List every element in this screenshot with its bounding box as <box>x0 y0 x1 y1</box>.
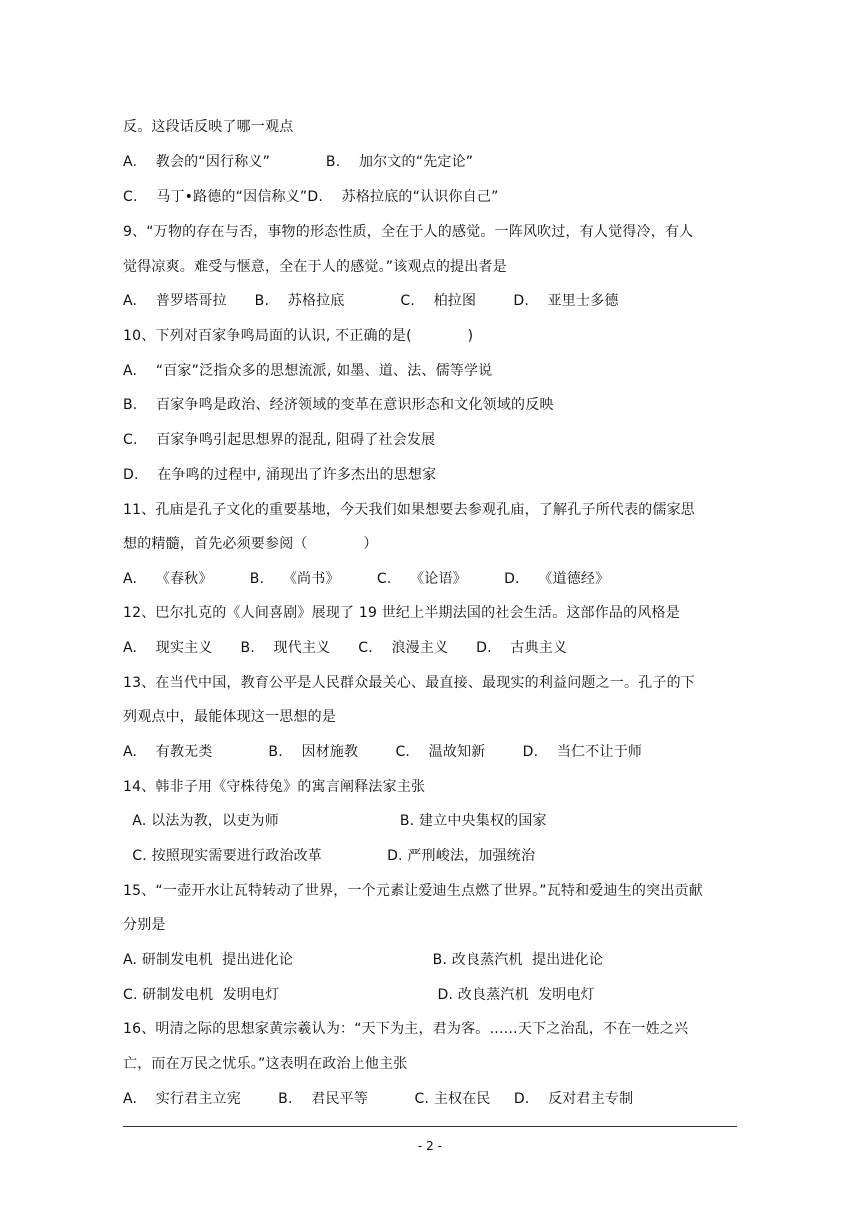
text-line: 亡，而在万民之忧乐。”这表明在政治上他主张 <box>123 1056 408 1072</box>
text-line: 13、在当代中国，教育公平是人民群众最关心、最直接、最现实的利益问题之一。孔子的下 <box>123 675 696 691</box>
text-line: 11、孔庙是孔子文化的重要基地，今天我们如果想要去参观孔庙，了解孔子所代表的儒家思 <box>123 502 696 518</box>
text-line: A. 研制发电机 提出进化论 B. 改良蒸汽机 提出进化论 <box>123 952 604 968</box>
text-line: A. “百家”泛指众多的思想流派, 如墨、道、法、儒等学说 <box>123 363 493 379</box>
text-line: 反。这段话反映了哪一观点 <box>123 119 294 135</box>
text-line: 想的精髓，首先必须要参阅（ ） <box>123 536 378 552</box>
text-line: 15、“一壶开水让瓦特转动了世界，一个元素让爱迪生点燃了世界。”瓦特和爱迪生的突出贡献 <box>123 883 703 899</box>
text-line: A. 教会的“因行称义” B. 加尔文的“先定论” <box>123 154 474 170</box>
text-line: 12、巴尔扎克的《人间喜剧》展现了 19 世纪上半期法国的社会生活。这部作品的风格是 <box>123 605 680 621</box>
text-line: 14、韩非子用《守株待兔》的寓言阐释法家主张 <box>123 779 426 795</box>
text-line: C. 按照现实需要进行政治改革 D. 严刑峻法，加强统治 <box>123 848 536 864</box>
page-number: - 2 - <box>418 1139 442 1153</box>
footer-divider <box>123 1126 737 1127</box>
text-line: C. 百家争鸣引起思想界的混乱, 阻碍了社会发展 <box>123 432 436 448</box>
text-line: A. 普罗塔哥拉 B. 苏格拉底 C. 柏拉图 D. 亚里士多德 <box>123 293 619 309</box>
text-line: A. 现实主义 B. 现代主义 C. 浪漫主义 D. 古典主义 <box>123 640 568 656</box>
text-line: C. 研制发电机 发明电灯 D. 改良蒸汽机 发明电灯 <box>123 987 595 1003</box>
text-line: D. 在争鸣的过程中, 涌现出了许多杰出的思想家 <box>123 467 437 483</box>
text-line: C. 马丁•路德的“因信称义”D. 苏格拉底的“认识你自己” <box>123 189 499 205</box>
text-line: 9、“万物的存在与否，事物的形态性质，全在于人的感觉。一阵风吹过，有人觉得冷，有人 <box>123 224 694 240</box>
text-line: A. 以法为教，以吏为师 B. 建立中央集权的国家 <box>123 813 547 829</box>
text-line: 觉得凉爽。难受与惬意，全在于人的感觉。”该观点的提出者是 <box>123 259 507 275</box>
text-line: A. 有教无类 B. 因材施教 C. 温故知新 D. 当仁不让于师 <box>123 744 643 760</box>
text-line: A. 《春秋》 B. 《尚书》 C. 《论语》 D. 《道德经》 <box>123 571 610 587</box>
text-line: 列观点中，最能体现这一思想的是 <box>123 709 336 725</box>
text-line: A. 实行君主立宪 B. 君民平等 C. 主权在民 D. 反对君主专制 <box>123 1091 634 1107</box>
text-line: B. 百家争鸣是政治、经济领域的变革在意识形态和文化领域的反映 <box>123 397 554 413</box>
text-line: 16、明清之际的思想家黄宗羲认为：“天下为主，君为客。……天下之治乱，不在一姓之兴 <box>123 1021 689 1037</box>
text-line: 10、下列对百家争鸣局面的认识, 不正确的是( ) <box>123 328 474 344</box>
text-line: 分别是 <box>123 917 166 933</box>
